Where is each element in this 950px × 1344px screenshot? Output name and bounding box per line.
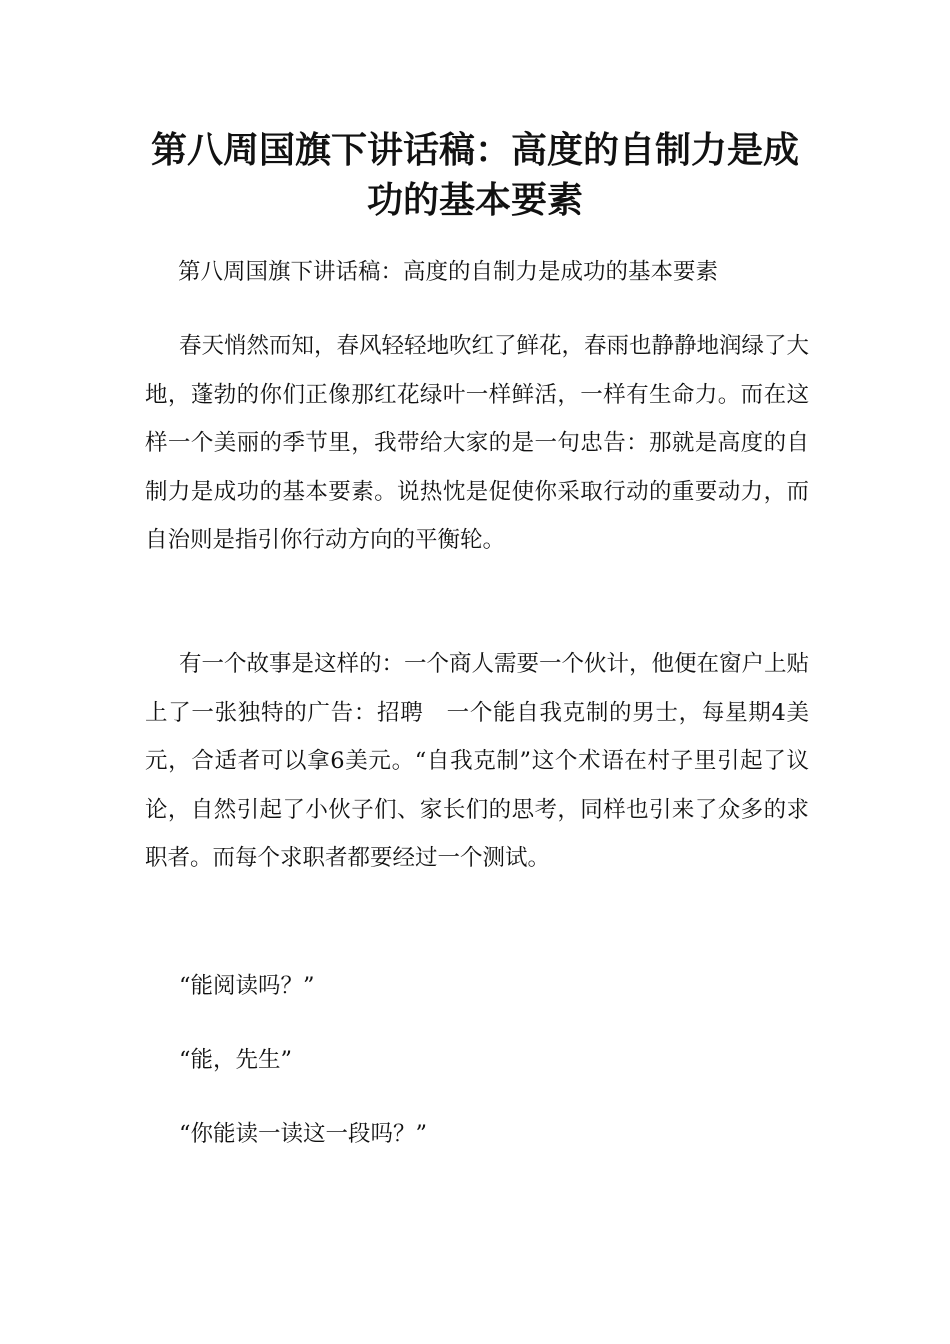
document-subtitle: 第八周国旗下讲话稿：高度的自制力是成功的基本要素 — [178, 259, 719, 285]
dialogue-line: “能阅读吗？” — [179, 973, 315, 999]
body-paragraph: 春天悄然而知，春风轻轻地吹红了鲜花，春雨也静静地润绿了大地，蓬勃的你们正像那红花绿叶一样鲜活，一样有生命力。而在这样一个美丽的季节里，我带给大家的是一句忠告：那就是高度的自制力是成功的基本要素。说热忱是促使你采取行动的重要动力，而自治则是指引你行动方向的平衡轮。 — [145, 333, 810, 553]
body-paragraph: 有一个故事是这样的：一个商人需要一个伙计，他便在窗户上贴上了一张独特的广告：招聘 一个能自我克制的男士，每星期4美元，合适者可以拿6美元。“自我克制”这个术语在村子里引起了议论，自然引起了小伙子们、家长们的思考，同样也引来了众多的求职者。而每个求职者都要经过一个测试。 — [145, 651, 810, 871]
document-title: 第八周国旗下讲话稿：高度的自制力是成功的基本要素 — [150, 130, 799, 221]
dialogue-line: “你能读一读这一段吗？” — [179, 1121, 428, 1147]
dialogue-line: “能，先生” — [179, 1047, 293, 1073]
